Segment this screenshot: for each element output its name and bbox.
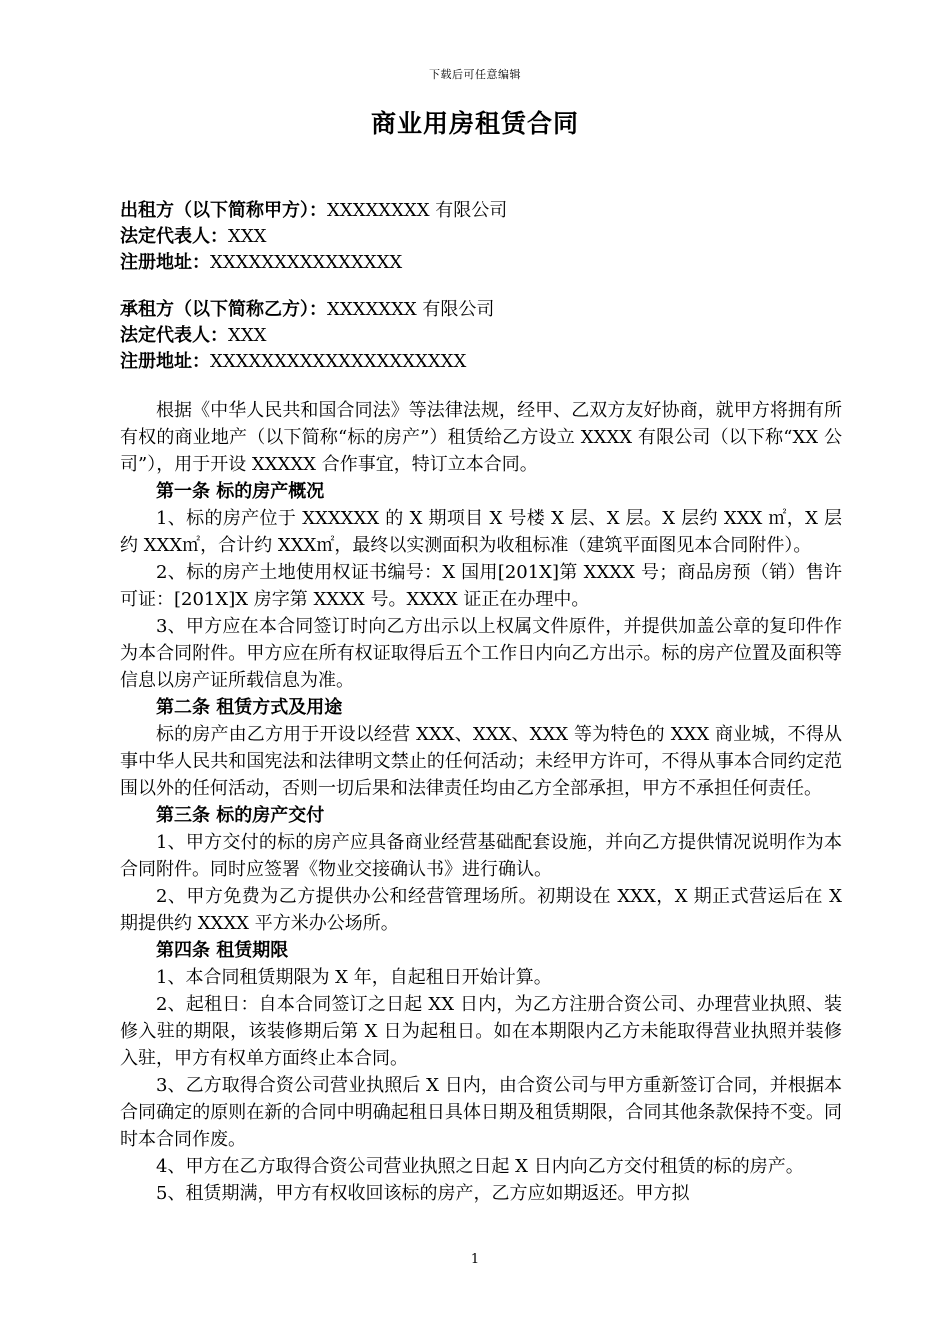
article-4-clause-5: 5、租赁期满，甲方有权收回该标的房产，乙方应如期返还。甲方拟 bbox=[156, 1183, 690, 1204]
lessor-addr-label: 注册地址： bbox=[120, 252, 210, 273]
lessee-party-line bbox=[120, 297, 840, 323]
lessee-rep-label: 法定代表人： bbox=[120, 325, 228, 346]
lessor-party-line bbox=[120, 198, 840, 224]
article-3-clause-1: 1、甲方交付的标的房产应具备商业经营基础配套设施，并向乙方提供情况说明作为本合同附件。同时应签署《物业交接确认书》进行确认。 bbox=[120, 832, 842, 880]
lessor-rep-value: XXX bbox=[228, 226, 267, 247]
lessor-party-label: 出租方（以下简称甲方）： bbox=[120, 200, 327, 221]
article-4-clause-3: 3、乙方取得合资公司营业执照后 X 日内，由合资公司与甲方重新签订合同，并根据本合同确定的原则在新的合同中明确起租日具体日期及租赁期限，合同其他条款保持不变。同时本合同作废。 bbox=[120, 1075, 842, 1150]
article-1-clause-3: 3、甲方应在本合同签订时向乙方出示以上权属文件原件，并提供加盖公章的复印件作为本合同附件。甲方应在所有权证取得后五个工作日内向乙方出示。标的房产位置及面积等信息以房产证所载信息为准。 bbox=[120, 616, 842, 691]
article-2-paragraph: 标的房产由乙方用于开设以经营 XXX、XXX、XXX 等为特色的 XXX 商业城，不得从事中华人民共和国宪法和法律明文禁止的任何活动；未经甲方许可，不得从事本合同约定范围以外的任何活动，否则一切后果和法律责任均由乙方全部承担，甲方不承担任何责任。 bbox=[120, 724, 842, 799]
page-number: 1 bbox=[470, 1252, 480, 1267]
preamble-paragraph: 根据《中华人民共和国合同法》等法律法规，经甲、乙双方友好协商，就甲方将拥有所有权的商业地产（以下简称“标的房产”）租赁给乙方设立 XXXX 有限公司（以下称“XX 公司”），用于开设 XXXXX 合作事宜，特订立本合同。 bbox=[120, 400, 842, 475]
header-note: 下载后可任意编辑 bbox=[429, 68, 521, 81]
article-4-clause-2: 2、起租日：自本合同签订之日起 XX 日内，为乙方注册合资公司、办理营业执照、装修入驻的期限，该装修期后第 X 日为起租日。如在本期限内乙方未能取得营业执照并装修入驻，甲方有权单方面终止本合同。 bbox=[120, 994, 842, 1069]
article-4-heading: 第四条 租赁期限 bbox=[156, 940, 289, 961]
article-3-heading: 第三条 标的房产交付 bbox=[156, 805, 325, 826]
lessor-addr-value: XXXXXXXXXXXXXXX bbox=[210, 252, 403, 273]
lessee-rep-value: XXX bbox=[228, 325, 267, 346]
lessor-rep-line bbox=[120, 224, 840, 250]
lessor-party-value: XXXXXXXX 有限公司 bbox=[327, 200, 508, 221]
lessee-party-value: XXXXXXX 有限公司 bbox=[327, 299, 495, 320]
article-3-clause-2: 2、甲方免费为乙方提供办公和经营管理场所。初期设在 XXX，X 期正式营运后在 X 期提供约 XXXX 平方米办公场所。 bbox=[120, 886, 842, 934]
lessee-addr-line bbox=[120, 349, 840, 375]
lessor-addr-line bbox=[120, 250, 840, 276]
lessee-party-label: 承租方（以下简称乙方）： bbox=[120, 299, 327, 320]
lessee-addr-label: 注册地址： bbox=[120, 351, 210, 372]
lessor-rep-label: 法定代表人： bbox=[120, 226, 228, 247]
lessee-block bbox=[120, 297, 840, 375]
article-4-clause-4: 4、甲方在乙方取得合资公司营业执照之日起 X 日内向乙方交付租赁的标的房产。 bbox=[156, 1156, 804, 1177]
article-1-clause-2: 2、标的房产土地使用权证书编号：X 国用[201X]第 XXXX 号；商品房预（销）售许可证：[201X]X 房字第 XXXX 号。XXXX 证正在办理中。 bbox=[120, 562, 842, 610]
article-1-clause-1: 1、标的房产位于 XXXXXX 的 X 期项目 X 号楼 X 层、X 层。X 层约 XXX ㎡，X 层约 XXX㎡，合计约 XXX㎡，最终以实测面积为收租标准（建筑平面图见本合同附件）。 bbox=[120, 508, 842, 556]
contract-body bbox=[120, 397, 842, 1207]
article-2-heading: 第二条 租赁方式及用途 bbox=[156, 697, 343, 718]
article-1-heading: 第一条 标的房产概况 bbox=[156, 481, 325, 502]
lessor-block bbox=[120, 198, 840, 276]
lessee-rep-line bbox=[120, 323, 840, 349]
article-4-clause-1: 1、本合同租赁期限为 X 年，自起租日开始计算。 bbox=[156, 967, 552, 988]
lessee-addr-value: XXXXXXXXXXXXXXXXXXXX bbox=[210, 351, 467, 372]
document-title: 商业用房租赁合同 bbox=[370, 109, 579, 138]
